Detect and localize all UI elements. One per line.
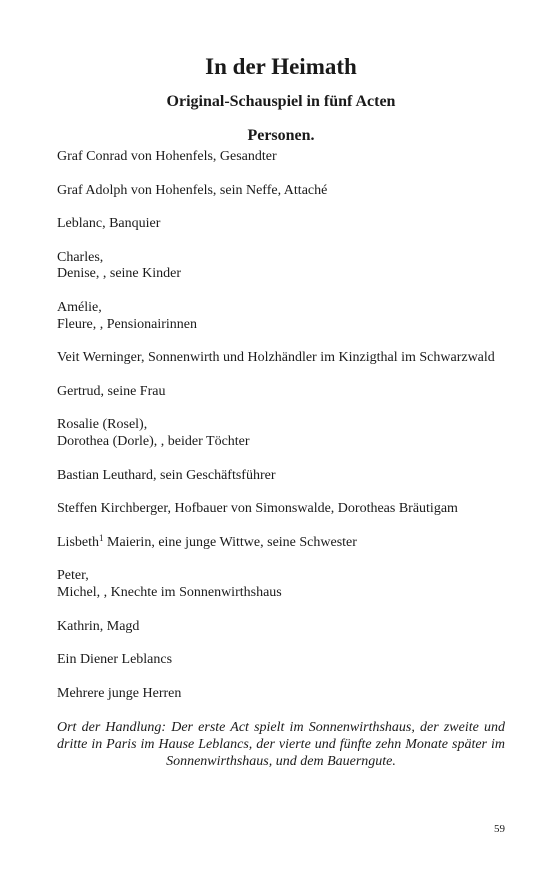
- cast-entry-conrad: Graf Conrad von Hohenfels, Gesandter: [57, 149, 277, 164]
- cast-line-amelie: Amélie,: [57, 299, 102, 315]
- cast-entry-veit: Veit Werninger, Sonnenwirth und Holzhändler im Kinzigthal im Schwarzwald: [57, 350, 495, 366]
- play-title: In der Heimath: [205, 54, 357, 79]
- cast-line-michel: Michel, , Knechte im Sonnenwirthshaus: [57, 584, 282, 600]
- cast-entry-bastian: Bastian Leuthard, sein Geschäftsführer: [57, 467, 276, 483]
- cast-entry-amelie-fleure: [57, 300, 505, 333]
- cast-line-charles: Charles,: [57, 249, 104, 265]
- cast-line-rosalie: Rosalie (Rosel),: [57, 417, 148, 433]
- cast-entry-leblanc: Leblanc, Banquier: [57, 216, 161, 232]
- cast-entry-peter-michel: [57, 568, 505, 601]
- cast-name-lisbeth: Lisbeth: [57, 534, 99, 550]
- cast-line-dorothea: Dorothea (Dorle), , beider Töchter: [57, 433, 250, 449]
- cast-line-peter: Peter,: [57, 568, 89, 584]
- cast-line-denise: Denise, , seine Kinder: [57, 266, 182, 282]
- page-content: [57, 52, 505, 770]
- page-number: 59: [494, 823, 505, 835]
- cast-entry-rosalie-dorothea: [57, 417, 505, 450]
- setting-note: Ort der Handlung: Der erste Act spielt im Sonnenwirthshaus, der zweite und dritte in Paris im Hause Leblancs, der vierte und fünfte zehn Monate später im Sonnenwirthshaus, und dem Bauerngute.: [57, 720, 505, 770]
- cast-entry-diener: Ein Diener Leblancs: [57, 652, 173, 668]
- cast-entry-kathrin: Kathrin, Magd: [57, 618, 140, 634]
- cast-entry-charles-denise: [57, 250, 505, 283]
- cast-line-fleure: Fleure, , Pensionairinnen: [57, 316, 197, 332]
- cast-entry-herren: Mehrere junge Herren: [57, 685, 182, 701]
- footnote-marker[interactable]: 1: [99, 532, 104, 543]
- cast-entry-adolph: Graf Adolph von Hohenfels, sein Neffe, Attaché: [57, 182, 328, 198]
- cast-entry-steffen: Steffen Kirchberger, Hofbauer von Simonswalde, Dorotheas Bräutigam: [57, 501, 458, 517]
- cast-list: [57, 149, 505, 702]
- play-subtitle: Original-Schauspiel in fünf Acten: [166, 93, 396, 110]
- cast-entry-gertrud: Gertrud, seine Frau: [57, 383, 166, 399]
- personen-heading: Personen.: [247, 127, 315, 144]
- cast-entry-lisbeth: [57, 532, 505, 552]
- cast-desc-lisbeth: Maierin, eine junge Wittwe, seine Schwester: [103, 534, 357, 550]
